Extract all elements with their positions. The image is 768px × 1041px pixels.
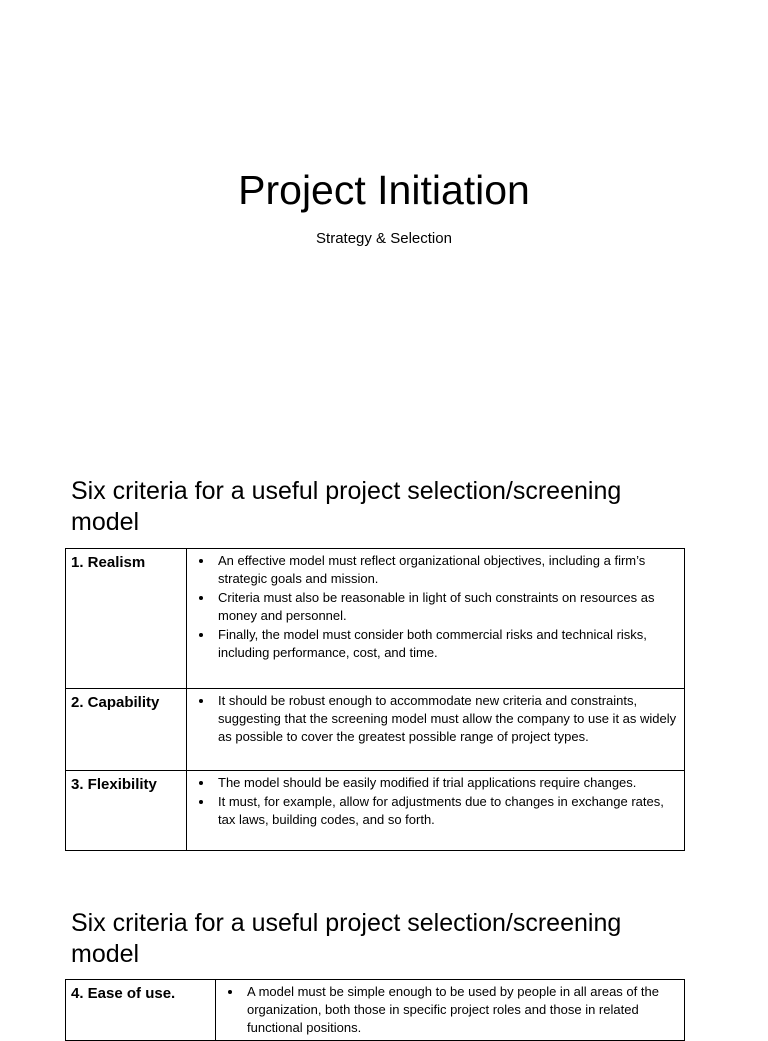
criterion-description bbox=[187, 771, 685, 851]
page-subtitle: Strategy & Selection bbox=[316, 230, 452, 247]
criterion-description bbox=[187, 549, 685, 689]
criterion-label: 4. Ease of use. bbox=[66, 980, 216, 1041]
table-row bbox=[66, 980, 685, 1041]
criterion-label: 3. Flexibility bbox=[66, 771, 187, 851]
section-heading: Six criteria for a useful project selection/screening model bbox=[71, 477, 622, 536]
list-item: • It should be robust enough to accommodate new criteria and constraints, suggesting that the screening model must allow the company to use it as widely as possible to cover the greatest possible range of project types. bbox=[214, 692, 680, 746]
list-item: • A model must be simple enough to be used by people in all areas of the organization, both those in specific project roles and those in related functional positions. bbox=[243, 983, 680, 1037]
criterion-label: 1. Realism bbox=[66, 549, 187, 689]
list-item: • The model should be easily modified if trial applications require changes. bbox=[214, 774, 680, 792]
table-row bbox=[66, 549, 685, 689]
table-row bbox=[66, 771, 685, 851]
section-heading: Six criteria for a useful project selection/screening model bbox=[71, 909, 622, 968]
criteria-table bbox=[65, 548, 685, 851]
criterion-description bbox=[187, 689, 685, 771]
criterion-label: 2. Capability bbox=[66, 689, 187, 771]
list-item: • Criteria must also be reasonable in light of such constraints on resources as money and personnel. bbox=[214, 589, 680, 625]
page-title: Project Initiation bbox=[238, 167, 530, 213]
list-item: • It must, for example, allow for adjustments due to changes in exchange rates, tax laws, building codes, and so forth. bbox=[214, 793, 680, 829]
criterion-description bbox=[216, 980, 685, 1041]
table-row bbox=[66, 689, 685, 771]
list-item: • Finally, the model must consider both commercial risks and technical risks, including performance, cost, and time. bbox=[214, 626, 680, 662]
criteria-table bbox=[65, 979, 685, 1041]
list-item: • An effective model must reflect organizational objectives, including a firm’s strategic goals and mission. bbox=[214, 552, 680, 588]
